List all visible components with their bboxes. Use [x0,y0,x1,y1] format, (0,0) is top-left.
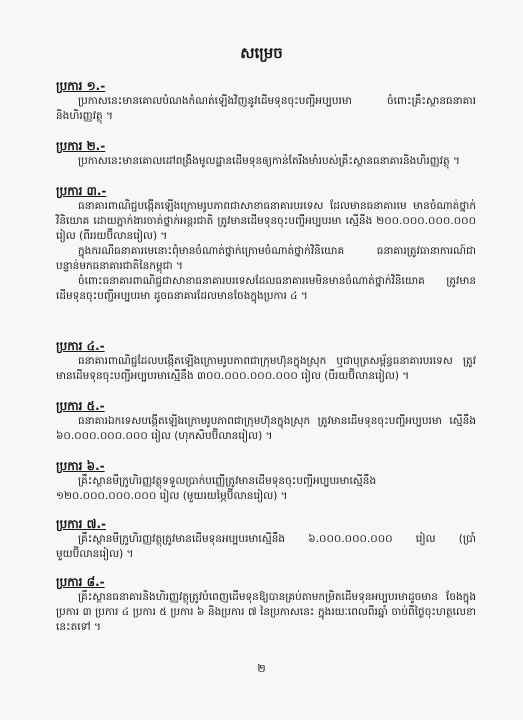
article-heading: ប្រការ ៥.- [56,399,105,413]
article-heading: ប្រការ ២.- [56,139,106,153]
article-paragraph: គ្រឹះស្ថានធនាគារនិងហិរញ្ញវត្ថុត្រូវបំពេញដើមទុនឱ្យបានគ្រប់តាមកម្រិតដើមទុនអប្បបរមាដូចមាន ចែងក្នុងប្រការ ៣ ប្រការ ៤ ប្រការ ៥ ប្រការ ៦ និងប្រការ ៧ នៃប្រកាសនេះ ក្នុងរយៈពេលពីរឆ្នាំ ចាប់ពីថ្ងៃចុះហត្ថលេខានេះតទៅ ។ [56,591,476,633]
page-number: ២ [257,662,266,675]
article-6 [56,458,476,504]
article-paragraph: គ្រឹះស្ថានមីក្រូហិរញ្ញវត្ថុទទួលប្រាក់បញ្ញើត្រូវមានដើមទុនចុះបញ្ជីអប្បបរមាស្មើនឹង ១២០.០០០.០០០.០០០ រៀល (មួយរយម្ភៃប៊ីលានរៀល) ។ [56,475,377,502]
article-heading: ប្រការ ៦.- [56,459,105,473]
article-paragraph: ធនាគារឯកទេសបង្កើតឡើងក្រោមរូបភាពជាក្រុមហ៊ុនក្នុងស្រុក ត្រូវមានដើមទុនចុះបញ្ជីអប្បបរមា ស្មើនឹង ៦០.០០០.០០០.០០០ រៀល (ហុកសិបប៊ីលានរៀល) ។ [56,415,476,442]
article-paragraph: ក្នុងករណីធនាគារមេនោះពុំមានចំណាត់ថ្នាក់ក្រោមចំណាត់ថ្នាក់វិនិយោគ ធនាគារត្រូវធានាការណ៍ជាបន្ទាន់មកធនាគារជាតិនៃកម្ពុជា ។ [56,245,476,272]
document-title: សម្រេច [240,44,283,62]
article-heading: ប្រការ ១.- [56,79,106,93]
article-heading: ប្រការ ៤.- [56,339,105,353]
article-1 [56,78,476,124]
article-paragraph: ធនាគារពាណិជ្ជបង្កើតឡើងក្រោមរូបភាពជាសាខាធនាគារបរទេស ដែលមានធនាគារមេ មានចំណាត់ថ្នាក់វិនិយោគ ដោយភ្នាក់ងារចាត់ថ្នាក់អន្តរជាតិ ត្រូវមានដើមទុនចុះបញ្ជីអប្បបរមា ស្មើនឹង ២០០.០០០.០០០.០០០ រៀល (ពីររយប៊ីលានរៀល) ។ [56,200,476,242]
article-4 [56,338,476,384]
article-paragraph: ប្រកាសនេះមានគោលបំណងកំណត់ឡើងវិញនូវដើមទុនចុះបញ្ជីអប្បបរមា ចំពោះគ្រឹះស្ថានធនាគារ និងហិរញ្ញវត្ថុ ។ [56,95,476,122]
article-paragraph: គ្រឹះស្ថានមីក្រូហិរញ្ញវត្ថុត្រូវមានដើមទុនអប្បបរមាស្មើនឹង ៦.០០០.០០០.០០០ រៀល (ប្រាំមួយប៊ីលានរៀល) ។ [56,533,476,560]
article-7 [56,516,476,562]
article-2 [56,138,476,169]
article-heading: ប្រការ ៧.- [56,517,106,531]
article-paragraph: ធនាគារពាណិជ្ជដែលបង្កើតឡើងក្រោមរូបភាពជាក្រុមហ៊ុនក្នុងស្រុក ឬជាបុត្រសម្ព័ន្ធធនាគារបរទេស ត្រូវមានដើមទុនចុះបញ្ជីអប្បបរមាស្មើនឹង ៣០០.០០០.០០០.០០០ រៀល (បីរយប៊ីលានរៀល) ។ [56,355,476,382]
article-5 [56,398,476,444]
article-paragraph: ចំពោះធនាគារពាណិជ្ជជាសាខាធនាគារបរទេសដែលធនាគារមេមិនមានចំណាត់ថ្នាក់វិនិយោគ ត្រូវមានដើមទុនចុះបញ្ជីអប្បបរមា ដូចធនាគារដែលមានចែងក្នុងប្រការ ៤ ។ [56,275,476,302]
article-heading: ប្រការ ៨.- [56,575,105,589]
article-8 [56,574,476,635]
article-paragraph: ប្រកាសនេះមានគោលដៅពង្រឹងមូលដ្ឋានដើមទុនឲ្យកាន់តែរឹងមាំរបស់គ្រឹះស្ថានធនាគារនិងហិរញ្ញវត្ថុ ។ [78,155,460,167]
article-heading: ប្រការ ៣.- [56,184,107,198]
article-3 [56,183,476,304]
